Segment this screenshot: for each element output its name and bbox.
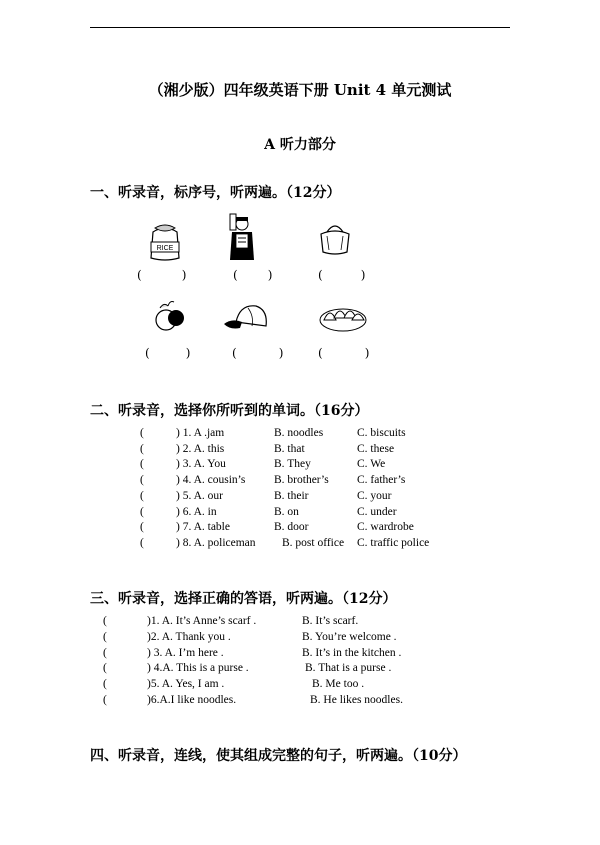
dumplings-icon (318, 300, 368, 334)
section-3-paren: ( (103, 630, 107, 643)
section-3-paren: ( (103, 678, 107, 691)
section-2-option-a: ) 1. A .jam (176, 427, 225, 439)
section-4-heading: 四、听录音，连线，使其组成完整的句子，听两遍。（10分） (90, 748, 467, 764)
answer-paren-3-open: ( (318, 268, 323, 282)
section-2-option-a: ) 7. A. table (176, 521, 230, 534)
section-2-option-b: B. noodles (274, 427, 324, 439)
section-2-option-b: B. that (274, 442, 305, 455)
section-2-paren: ( (140, 427, 144, 439)
section-2-option-b: B. brother’s (274, 474, 329, 487)
section-2-option-b: B. door (274, 521, 309, 534)
section-2-option-a: ) 2. A. this (176, 442, 225, 455)
answer-paren-1-close: ) (181, 268, 187, 282)
section-3-option-b: B. He likes noodles. (310, 694, 403, 706)
apple-icon (152, 298, 188, 334)
section-2-option-c: C. your (357, 489, 392, 502)
answer-paren-6-close: ) (364, 346, 370, 360)
section-3-option-b: B. That is a purse . (305, 662, 392, 675)
answer-paren-2-open: ( (233, 268, 238, 282)
answer-paren-6-open: ( (318, 346, 323, 360)
part-a-heading: A 听力部分 (264, 137, 336, 153)
page-title: （湘少版）四年级英语下册 Unit 4 单元测试 (148, 81, 452, 99)
answer-paren-5-open: ( (232, 346, 237, 360)
answer-paren-4-open: ( (145, 346, 150, 360)
section-2-paren: ( (140, 474, 144, 487)
section-3-option-b: B. You’re welcome . (302, 630, 397, 643)
section-2-option-b: B. post office (282, 536, 345, 549)
section-3-option-b: B. Me too . (312, 678, 365, 691)
section-2-option-a: ) 6. A. in (176, 505, 217, 518)
rice-label: RICE (156, 245, 174, 252)
section-3-option-a: )6.A.I like noodles. (147, 694, 237, 706)
section-2-paren: ( (140, 458, 144, 471)
section-3-paren: ( (103, 646, 107, 659)
section-3-option-b: B. It’s in the kitchen . (302, 646, 402, 659)
section-2-option-c: C. We (357, 458, 386, 471)
section-2-option-c: C. father’s (357, 474, 406, 487)
section-3-option-a: )2. A. Thank you . (147, 630, 231, 643)
section-2-paren: ( (140, 489, 144, 502)
section-2-option-c: C. under (357, 505, 397, 518)
answer-paren-4-close: ) (185, 346, 191, 360)
section-3-paren: ( (103, 615, 107, 627)
handbag-icon (315, 218, 355, 258)
section-3-heading: 三、听录音，选择正确的答语，听两遍。（12分） (90, 591, 397, 607)
section-2-option-b: B. their (274, 489, 309, 502)
section-3-paren: ( (103, 694, 107, 706)
section-2-option-b: B. They (274, 458, 311, 471)
section-1-heading: 一、听录音，标序号，听两遍。（12分） (90, 185, 341, 201)
section-2-option-b: B. on (274, 505, 299, 518)
answer-paren-3-close: ) (360, 268, 366, 282)
section-2-option-a: ) 8. A. policeman (176, 536, 256, 549)
section-2-option-c: C. wardrobe (357, 521, 414, 534)
section-3-option-b: B. It’s scarf. (302, 615, 359, 627)
section-3-option-a: )5. A. Yes, I am . (147, 678, 225, 691)
section-2-paren: ( (140, 505, 144, 518)
section-2-option-a: ) 4. A. cousin’s (176, 474, 246, 487)
answer-paren-5-close: ) (278, 346, 284, 360)
section-3-paren: ( (103, 662, 107, 675)
section-3-option-a: ) 3. A. I’m here . (147, 646, 224, 659)
top-rule (90, 27, 510, 28)
section-2-paren: ( (140, 536, 144, 549)
section-2-option-a: ) 3. A. You (176, 458, 226, 471)
section-2-option-c: C. traffic police (357, 536, 430, 549)
section-3-option-a: )1. A. It’s Anne’s scarf . (147, 615, 257, 627)
rice-bag-icon (145, 222, 185, 262)
cap-icon (222, 302, 272, 334)
section-2-paren: ( (140, 442, 144, 455)
section-2-option-c: C. biscuits (357, 427, 406, 439)
answer-paren-2-close: ) (267, 268, 273, 282)
section-2-paren: ( (140, 521, 144, 534)
section-2-option-a: ) 5. A. our (176, 489, 223, 502)
section-2-option-c: C. these (357, 442, 395, 455)
policeman-icon (220, 212, 260, 262)
section-2-heading: 二、听录音，选择你所听到的单词。（16分） (90, 403, 369, 419)
answer-paren-1-open: ( (137, 268, 142, 282)
section-3-option-a: ) 4.A. This is a purse . (147, 662, 249, 675)
